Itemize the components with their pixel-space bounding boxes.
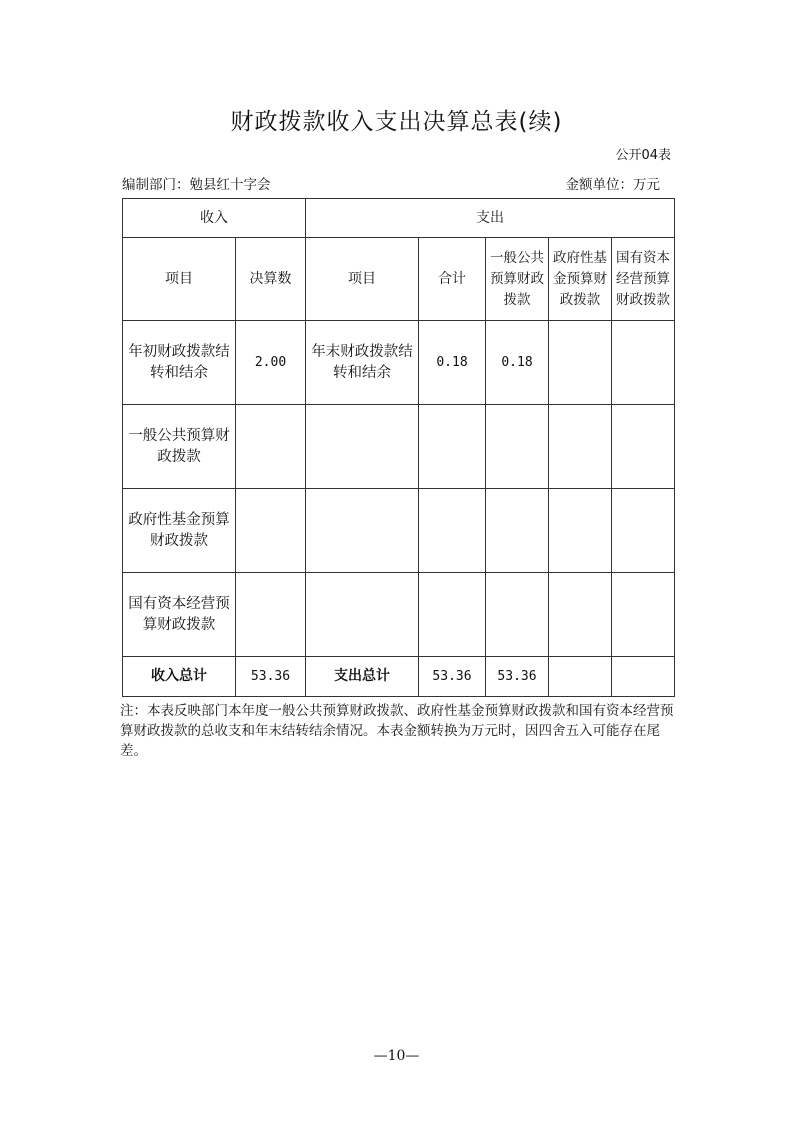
department-label: 编制部门：勉县红十字会 bbox=[122, 177, 271, 193]
unit-label: 金额单位：万元 bbox=[565, 177, 660, 193]
state-capital-cell bbox=[612, 489, 675, 573]
fund-budget-total bbox=[549, 657, 612, 697]
state-capital-total bbox=[612, 657, 675, 697]
state-capital-cell bbox=[612, 321, 675, 405]
table-note: 注：本表反映部门本年度一般公共预算财政拨款、政府性基金预算财政拨款和国有资本经营预算财政拨款的总收支和年末结转结余情况。本表金额转换为万元时，因四舍五入可能存在尾差。 bbox=[120, 703, 674, 759]
col-income-item: 项目 bbox=[123, 238, 236, 321]
col-general-budget: 一般公共预算财政拨款 bbox=[486, 238, 549, 321]
expense-total-value: 53.36 bbox=[419, 657, 486, 697]
income-item-cell: 政府性基金预算财政拨款 bbox=[123, 489, 236, 573]
table-row bbox=[123, 321, 675, 405]
income-total-label: 收入总计 bbox=[123, 657, 236, 697]
table-row bbox=[123, 573, 675, 657]
actual-cell bbox=[236, 405, 306, 489]
col-fund-budget: 政府性基金预算财政拨款 bbox=[549, 238, 612, 321]
income-item-cell: 年初财政拨款结转和结余 bbox=[123, 321, 236, 405]
actual-cell bbox=[236, 573, 306, 657]
column-header-row bbox=[123, 238, 675, 321]
expense-group-header: 支出 bbox=[306, 199, 675, 238]
income-item-cell: 国有资本经营预算财政拨款 bbox=[123, 573, 236, 657]
general-budget-total: 53.36 bbox=[486, 657, 549, 697]
general-budget-cell bbox=[486, 489, 549, 573]
total-cell bbox=[419, 405, 486, 489]
general-budget-cell: 0.18 bbox=[486, 321, 549, 405]
expense-total-label: 支出总计 bbox=[306, 657, 419, 697]
expense-item-cell: 年末财政拨款结转和结余 bbox=[306, 321, 419, 405]
page-number: —10— bbox=[373, 1048, 420, 1064]
table-row bbox=[123, 405, 675, 489]
income-total-value: 53.36 bbox=[236, 657, 306, 697]
col-state-capital-budget: 国有资本经营预算财政拨款 bbox=[612, 238, 675, 321]
actual-cell: 2.00 bbox=[236, 321, 306, 405]
total-cell bbox=[419, 573, 486, 657]
general-budget-cell bbox=[486, 405, 549, 489]
totals-row bbox=[123, 657, 675, 697]
col-actual: 决算数 bbox=[236, 238, 306, 321]
group-header-row bbox=[123, 199, 675, 238]
form-code: 公开04表 bbox=[615, 148, 671, 163]
table-row bbox=[123, 489, 675, 573]
expense-item-cell bbox=[306, 573, 419, 657]
fund-budget-cell bbox=[549, 321, 612, 405]
state-capital-cell bbox=[612, 573, 675, 657]
income-group-header: 收入 bbox=[123, 199, 306, 238]
actual-cell bbox=[236, 489, 306, 573]
general-budget-cell bbox=[486, 573, 549, 657]
col-total: 合计 bbox=[419, 238, 486, 321]
budget-table bbox=[122, 198, 675, 697]
total-cell: 0.18 bbox=[419, 321, 486, 405]
expense-item-cell bbox=[306, 405, 419, 489]
fund-budget-cell bbox=[549, 405, 612, 489]
state-capital-cell bbox=[612, 405, 675, 489]
page-title: 财政拨款收入支出决算总表(续) bbox=[230, 109, 563, 135]
col-expense-item: 项目 bbox=[306, 238, 419, 321]
fund-budget-cell bbox=[549, 573, 612, 657]
income-item-cell: 一般公共预算财政拨款 bbox=[123, 405, 236, 489]
fund-budget-cell bbox=[549, 489, 612, 573]
expense-item-cell bbox=[306, 489, 419, 573]
total-cell bbox=[419, 489, 486, 573]
